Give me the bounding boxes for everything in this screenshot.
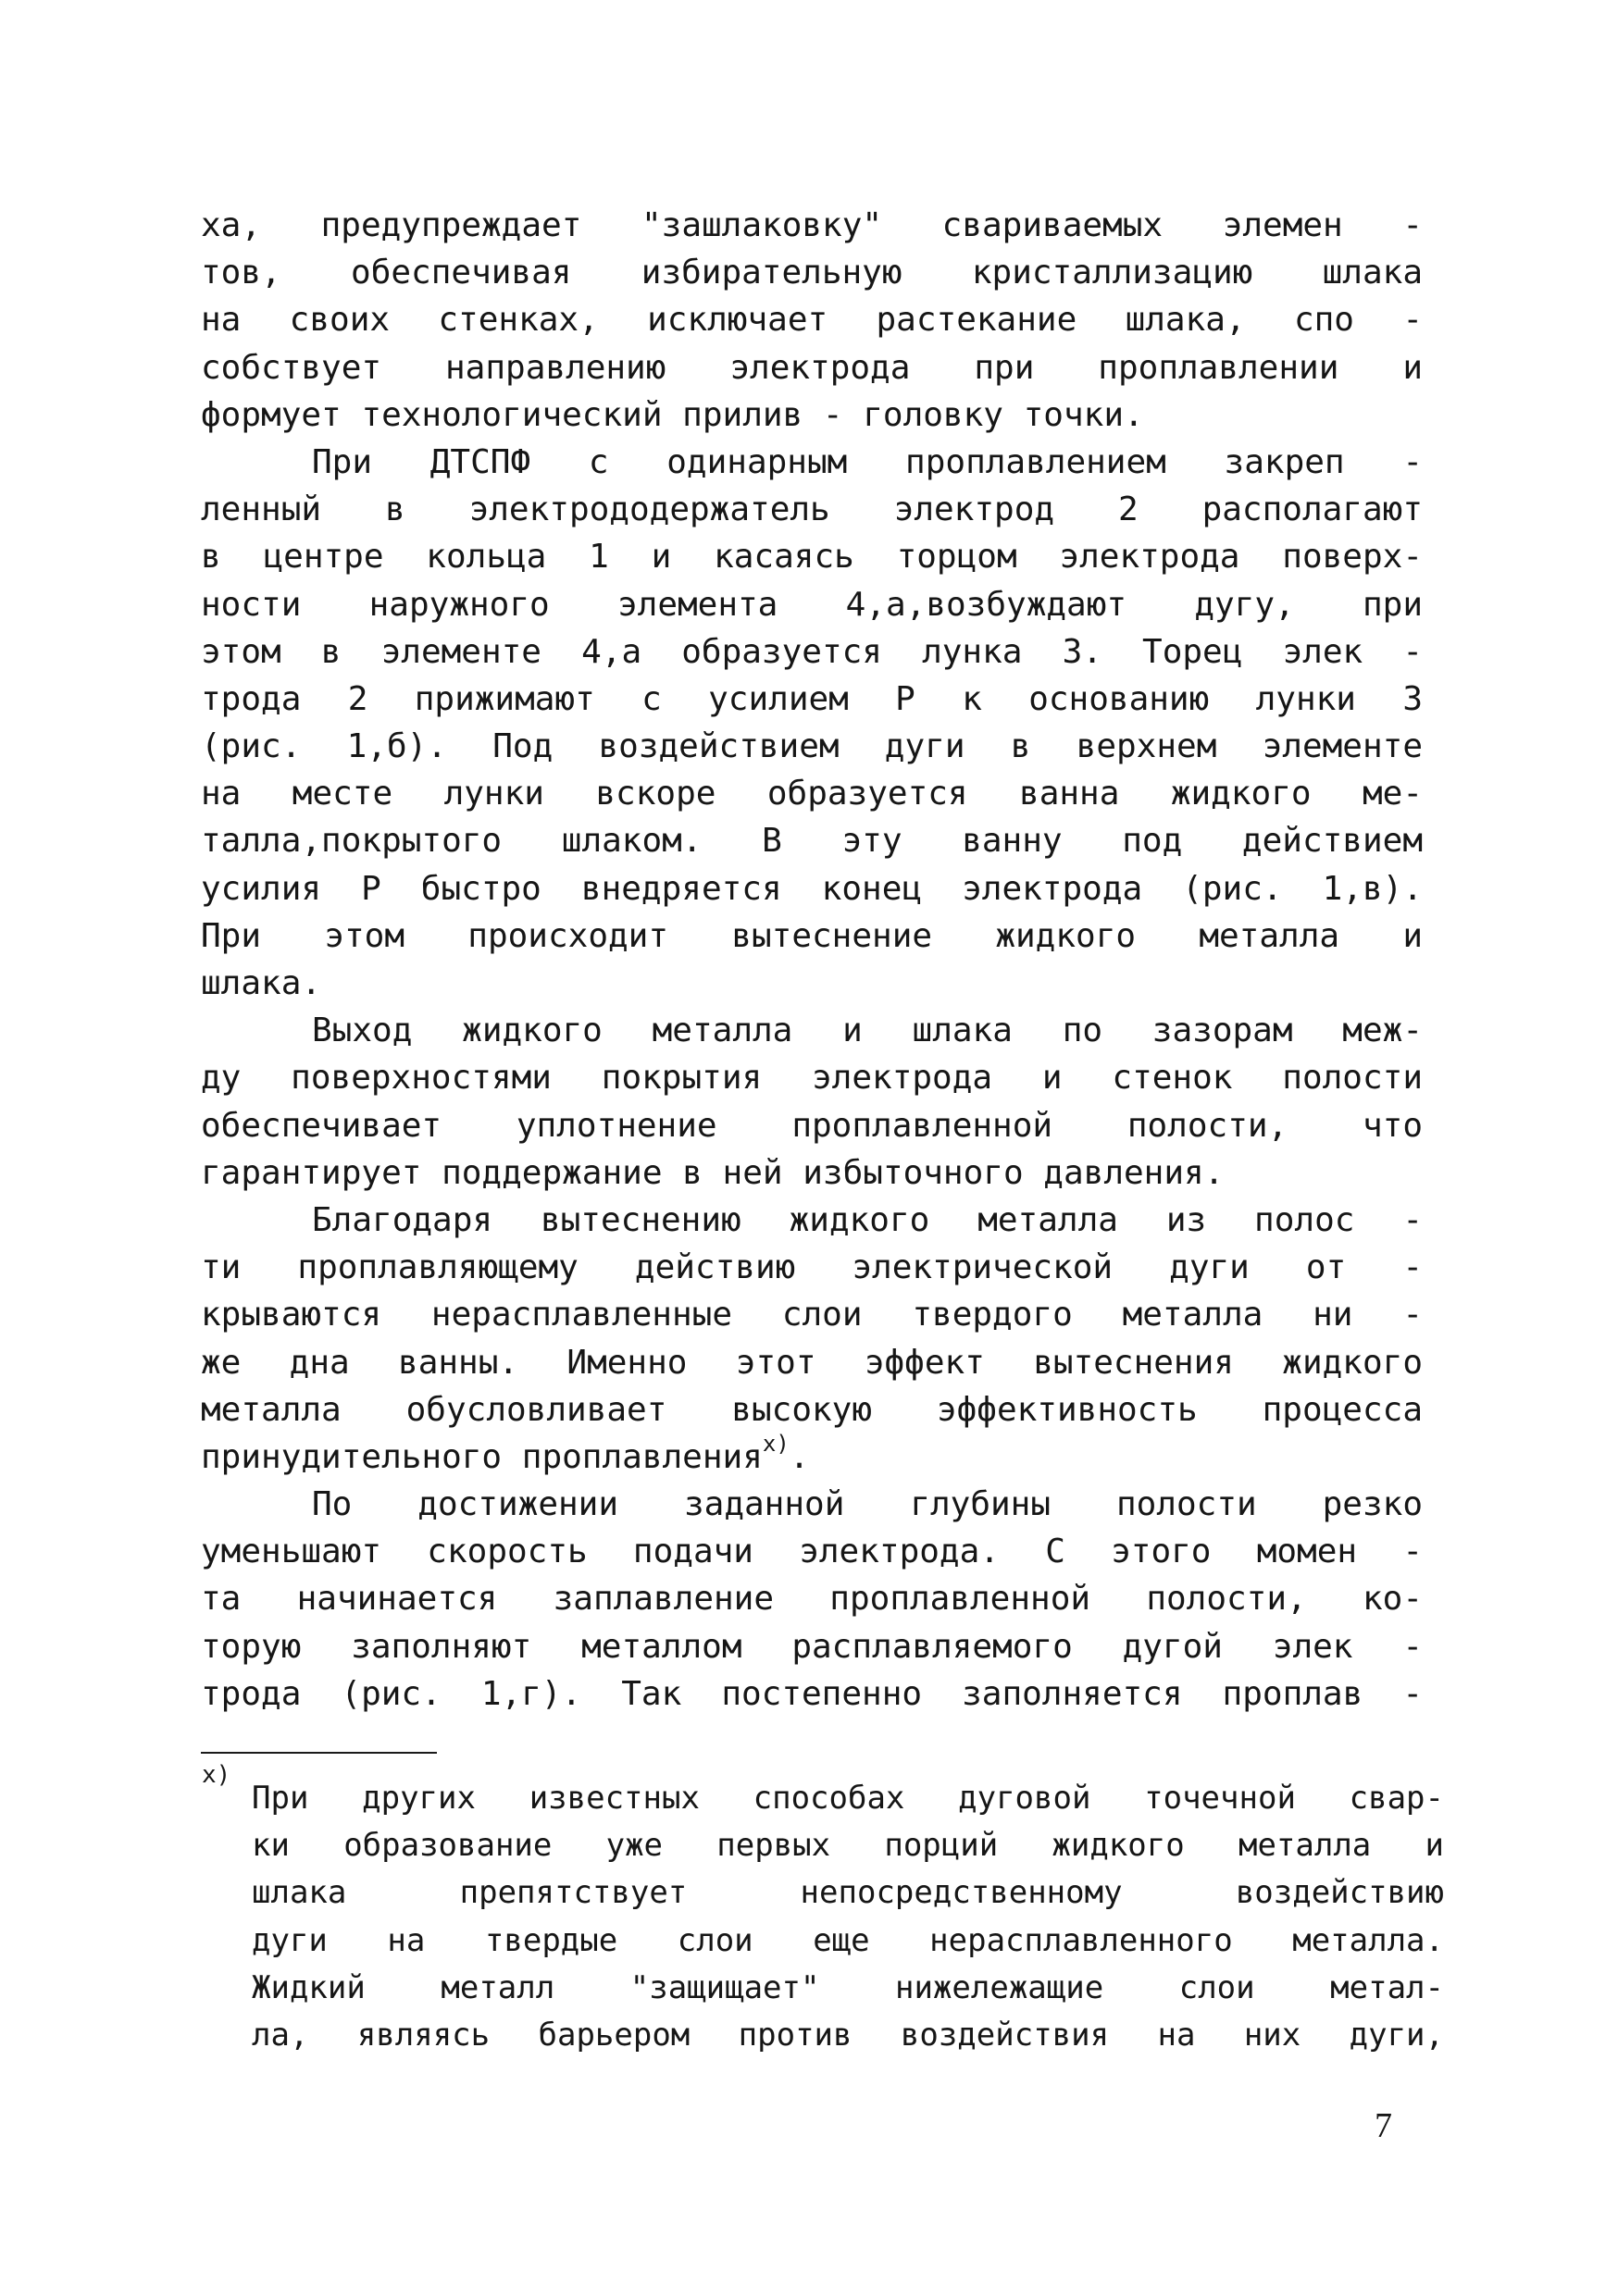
text-line: [201, 1007, 1423, 1054]
text-line: [201, 391, 1423, 439]
text-line: [201, 1481, 1423, 1528]
text-line: [201, 865, 1423, 912]
text-line-content: трода 2 прижимают с усилием Р к основанию лунки 3: [201, 679, 1423, 718]
text-line-content: ха, предупреждает "зашлаковку" свариваемых элемен -: [201, 206, 1423, 244]
text-line: [201, 439, 1423, 486]
text-line-tail: .: [789, 1437, 810, 1476]
text-line-content: этом в элементе 4,а образуется лунка 3. Торец элек -: [201, 632, 1423, 671]
footnote-line: шлака препятствует непосредственному воздействию: [252, 1874, 1444, 1912]
text-line: [201, 1197, 1423, 1244]
text-line-content: При этом происходит вытеснение жидкого металла и: [201, 916, 1423, 955]
text-line-content: (рис. 1,б). Под воздействием дуги в верхнем элементе: [201, 727, 1423, 766]
page-number: 7: [1375, 2106, 1392, 2145]
footnote-line: ла, являясь барьером против воздействия на них дуги,: [252, 2016, 1444, 2054]
text-line-content: ду поверхностями покрытия электрода и стенок полости: [201, 1059, 1423, 1098]
text-line: [201, 202, 1423, 249]
text-line: [201, 1149, 1423, 1197]
text-line-content: Выход жидкого металла и шлака по зазорам меж-: [312, 1011, 1423, 1050]
text-line-content: трода (рис. 1,г). Так постепенно заполняется проплав -: [201, 1674, 1423, 1713]
text-line: [201, 723, 1423, 770]
text-line: [201, 1339, 1423, 1386]
text-line-content: обеспечивает уплотнение проплавленной полости, что: [201, 1106, 1423, 1145]
text-line: [201, 817, 1423, 864]
text-line: [201, 960, 1423, 1007]
text-line-content: на своих стенках, исключает растекание шлака, спо -: [201, 301, 1423, 340]
body-text: [201, 202, 1423, 1718]
text-line-content: гарантирует поддержание в ней избыточного давления.: [201, 1153, 1225, 1192]
text-line-content: шлака.: [201, 964, 322, 1002]
text-line: [201, 1291, 1423, 1338]
footnote-line: При других известных способах дуговой точечной свар-: [252, 1780, 1444, 1817]
text-line-content: в центре кольца 1 и касаясь торцом электрода поверх-: [201, 538, 1423, 577]
text-line: [201, 581, 1423, 628]
text-line: [201, 296, 1423, 343]
text-line-content: крываются нерасплавленные слои твердого металла ни -: [201, 1296, 1423, 1334]
text-line-content: же дна ванны. Именно этот эффект вытеснения жидкого: [201, 1343, 1423, 1382]
footnote-marker: x): [202, 1761, 231, 1789]
text-line-content: уменьшают скорость подачи электрода. С этого момен -: [201, 1533, 1423, 1571]
text-line-content: усилия Р быстро внедряется конец электрода (рис. 1,в).: [201, 869, 1423, 908]
text-line: [201, 1430, 1423, 1481]
text-line-content: принудительного проплавления: [201, 1437, 763, 1476]
text-line: [201, 1575, 1423, 1622]
text-line-content: та начинается заплавление проплавленной полости, ко-: [201, 1580, 1423, 1619]
footnote-reference: x): [762, 1430, 790, 1457]
text-line-content: тов, обеспечивая избирательную кристаллизацию шлака: [201, 254, 1423, 292]
text-line: [201, 676, 1423, 723]
text-line-content: формует технологический прилив - головку точки.: [201, 395, 1144, 434]
text-line-content: По достижении заданной глубины полости резко: [312, 1485, 1423, 1524]
text-line-content: металла обусловливает высокую эффективность процесса: [201, 1390, 1423, 1429]
text-line: [201, 533, 1423, 580]
footnote-line: дуги на твердые слои еще нерасплавленного металла.: [252, 1921, 1444, 1959]
text-line-content: ности наружного элемента 4,а,возбуждают дугу, при: [201, 585, 1423, 624]
text-line-content: талла,покрытого шлаком. В эту ванну под действием: [201, 822, 1423, 861]
text-line: [201, 344, 1423, 391]
footnote-text: [252, 1775, 1444, 2059]
text-line: [201, 628, 1423, 676]
text-line-content: Благодаря вытеснению жидкого металла из полос -: [312, 1200, 1423, 1239]
text-line: [201, 1623, 1423, 1670]
text-line: [201, 249, 1423, 296]
text-line: [201, 1244, 1423, 1291]
text-line-content: на месте лунки вскоре образуется ванна жидкого ме-: [201, 775, 1423, 813]
text-line: [201, 1102, 1423, 1149]
text-line: [201, 770, 1423, 817]
footnote-divider: [201, 1752, 437, 1754]
text-line-content: ти проплавляющему действию электрической дуги от -: [201, 1248, 1423, 1287]
text-line: [201, 912, 1423, 960]
text-line: [201, 1670, 1423, 1718]
text-line-content: ленный в электрододержатель электрод 2 располагают: [201, 490, 1423, 529]
text-line-content: При ДТСПФ с одинарным проплавлением закреп -: [312, 442, 1423, 481]
text-line: [201, 1386, 1423, 1433]
text-line-content: торую заполняют металлом расплавляемого дугой элек -: [201, 1627, 1423, 1666]
footnote-line: ки образование уже первых порций жидкого металла и: [252, 1827, 1444, 1865]
text-line: [201, 1528, 1423, 1575]
text-line: [201, 486, 1423, 533]
text-line-content: собствует направлению электрода при проплавлении и: [201, 348, 1423, 387]
text-line: [201, 1054, 1423, 1101]
footnote-line: Жидкий металл "защищает" нижележащие слои метал-: [252, 1968, 1444, 2006]
